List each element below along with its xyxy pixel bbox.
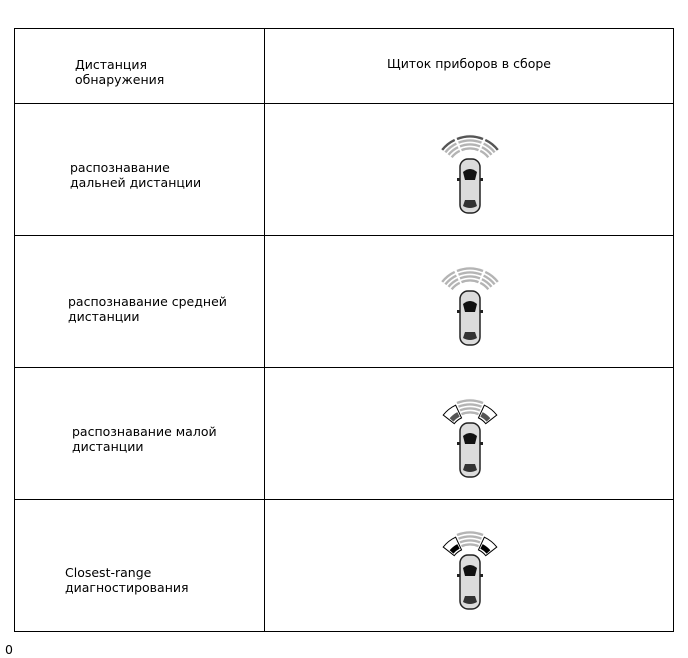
parking-sensor-medium-range-icon (425, 256, 515, 346)
parking-sensor-closest-range-icon (425, 520, 515, 610)
table-row (15, 368, 674, 500)
car-windshield-icon (463, 169, 477, 180)
row-icon-cell (265, 236, 674, 368)
row-label-long-range: распознавание дальней дистанции (70, 160, 202, 190)
car-rear-window-icon (463, 200, 477, 208)
center-sensor-arc (461, 543, 480, 548)
header-cell-distance (15, 29, 265, 104)
detection-distance-table (14, 28, 674, 632)
header-distance-label: Дистанция обнаружения (75, 57, 165, 87)
row-label-closest-range: Closest-range диагностирования (65, 565, 189, 595)
row-label-short-range: распознавание малой дистанции (72, 424, 217, 454)
header-meter-label: Щиток приборов в сборе (387, 56, 551, 71)
parking-sensor-short-range-icon (425, 388, 515, 478)
center-sensor-arc (461, 411, 480, 416)
car-windshield-icon (463, 433, 477, 444)
car-mirror-icon (457, 178, 460, 181)
car-mirror-icon (457, 442, 460, 445)
car-mirror-icon (480, 574, 483, 577)
car-rear-window-icon (463, 332, 477, 340)
car-mirror-icon (457, 574, 460, 577)
row-label-cell (15, 104, 265, 236)
table-row (15, 236, 674, 368)
header-cell-meter (265, 29, 674, 104)
car-mirror-icon (480, 310, 483, 313)
table-header-row (15, 29, 674, 104)
table-row (15, 500, 674, 632)
row-icon-cell (265, 368, 674, 500)
center-sensor-arc (461, 147, 480, 152)
row-label-medium-range: распознавание средней дистанции (68, 294, 227, 324)
car-mirror-icon (480, 442, 483, 445)
table-row (15, 104, 674, 236)
row-icon-cell (265, 500, 674, 632)
car-mirror-icon (457, 310, 460, 313)
footer-label: 0 (5, 642, 13, 657)
car-rear-window-icon (463, 464, 477, 472)
center-sensor-arc (461, 279, 480, 284)
row-icon-cell (265, 104, 674, 236)
row-label-cell (15, 368, 265, 500)
row-label-cell (15, 500, 265, 632)
car-rear-window-icon (463, 596, 477, 604)
row-label-cell (15, 236, 265, 368)
car-windshield-icon (463, 301, 477, 312)
parking-sensor-long-range-icon (425, 124, 515, 214)
car-windshield-icon (463, 565, 477, 576)
car-mirror-icon (480, 178, 483, 181)
